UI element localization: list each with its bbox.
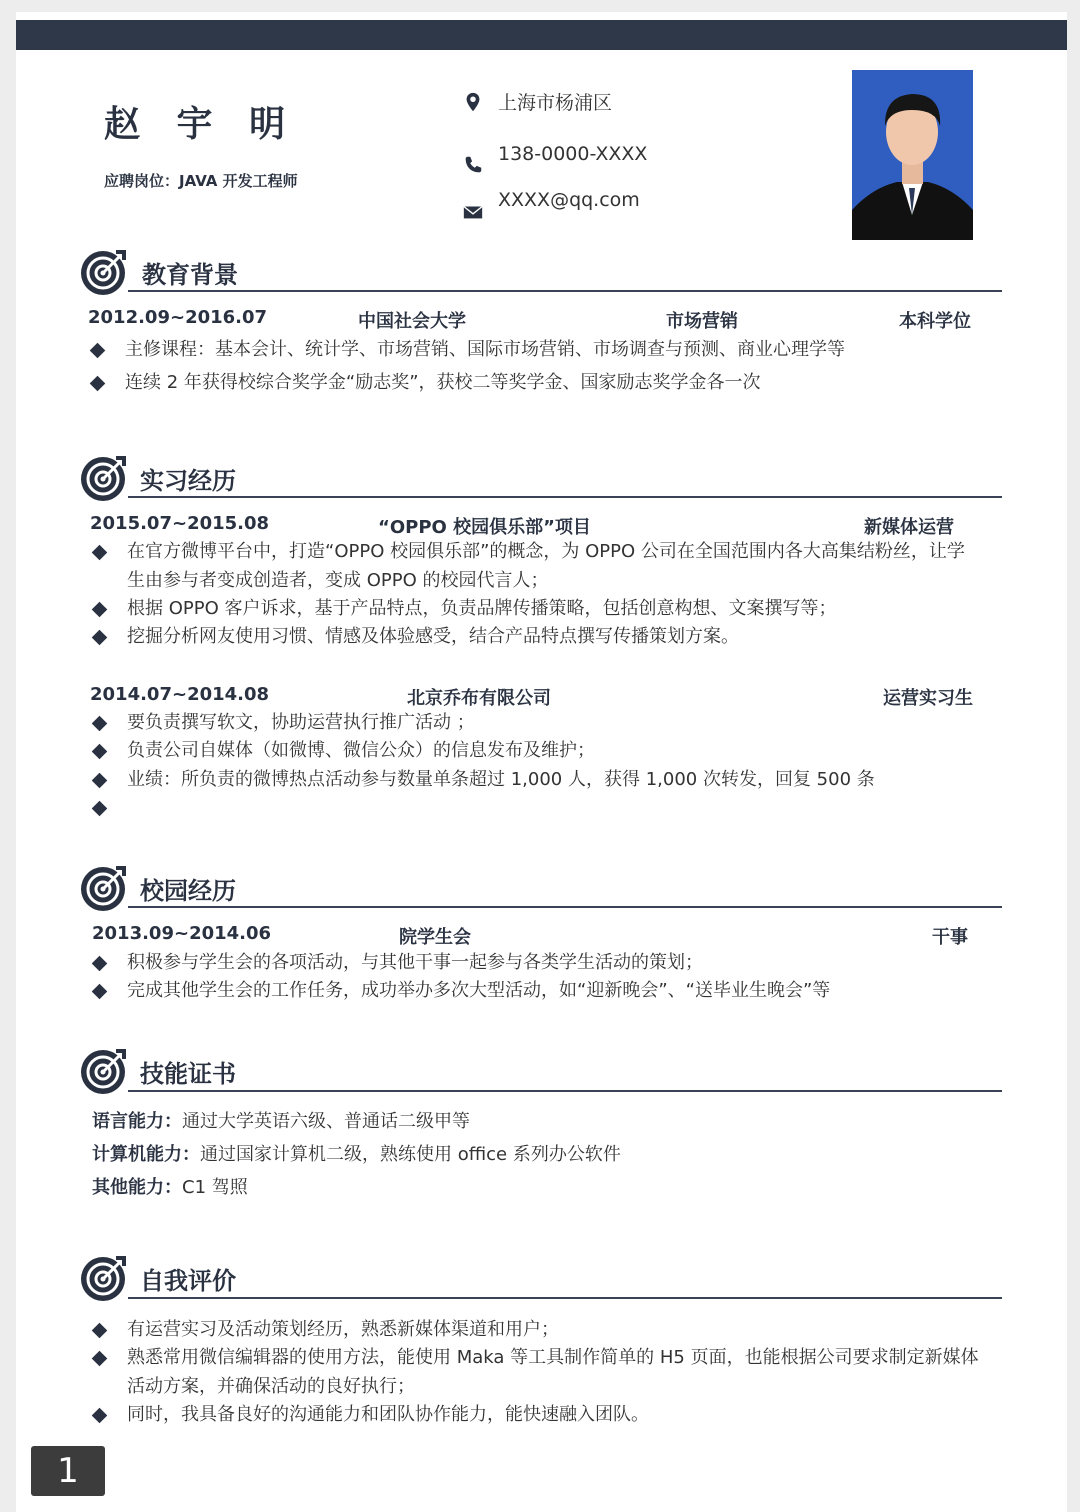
campus-divider: [128, 906, 1002, 908]
job1-bullet: 根据 OPPO 客户诉求，基于产品特点，负责品牌传播策略，包括创意构想、文案撰写等；: [127, 598, 837, 619]
internship-section-icon: [80, 454, 128, 506]
education-school: 中国社会大学: [358, 311, 466, 332]
job2-org: 北京乔布有限公司: [407, 688, 551, 709]
internship-title: 实习经历: [140, 467, 236, 495]
location-pin-icon: [462, 91, 484, 113]
skill-computer: [92, 1140, 621, 1166]
skill-label: 其他能力：: [92, 1177, 182, 1198]
job-label: 应聘岗位：: [104, 172, 180, 190]
top-bar: [16, 20, 1067, 50]
self-section-icon: [80, 1254, 128, 1306]
job2-role: 运营实习生: [883, 688, 973, 709]
education-date: 2012.09~2016.07: [88, 307, 268, 328]
education-divider: [128, 290, 1002, 292]
job1-bullet: 在官方微博平台中，打造“OPPO 校园俱乐部”的概念，为 OPPO 公司在全国范围内各大高集结粉丝，让学: [127, 541, 965, 562]
skill-value: 通过大学英语六级、普通话二级甲等: [182, 1111, 470, 1132]
campus-bullet: 积极参与学生会的各项活动，与其他干事一起参与各类学生活动的策划；: [127, 952, 703, 973]
skill-value: 通过国家计算机二级，熟练使用 office 系列办公软件: [200, 1144, 621, 1165]
envelope-icon: [462, 201, 484, 223]
skill-value: C1 驾照: [182, 1177, 248, 1198]
campus-bullet: 完成其他学生会的工作任务，成功举办多次大型活动，如“迎新晚会”、“送毕业生晚会”等: [127, 980, 831, 1001]
education-major: 市场营销: [666, 311, 738, 332]
education-degree: 本科学位: [899, 311, 971, 332]
education-bullet: 主修课程：基本会计、统计学、市场营销、国际市场营销、市场调查与预测、商业心理学等: [125, 339, 845, 360]
job1-role: 新媒体运营: [864, 517, 954, 538]
self-bullet-cont: 活动方案，并确保活动的良好执行；: [127, 1376, 415, 1397]
page-number-badge[interactable]: 1: [31, 1446, 105, 1496]
email-text: XXXX@qq.com: [498, 189, 640, 211]
profile-photo: [852, 70, 973, 240]
campus-date: 2013.09~2014.06: [92, 923, 272, 944]
contact-phone: [462, 132, 647, 176]
contact-location: [462, 88, 612, 115]
target-icon: [80, 1047, 128, 1095]
skills-title: 技能证书: [140, 1060, 236, 1088]
job-value: JAVA 开发工程师: [179, 172, 298, 190]
job2-bullet: 负责公司自媒体（如微博、微信公众）的信息发布及维护；: [127, 740, 595, 761]
target-icon: [80, 1254, 128, 1302]
candidate-name: 赵 宇 明: [104, 104, 298, 145]
job1-org: “OPPO 校园俱乐部”项目: [378, 517, 591, 538]
internship-divider: [128, 496, 1002, 498]
education-title: 教育背景: [142, 261, 238, 289]
campus-title: 校园经历: [140, 877, 236, 905]
education-bullet: 连续 2 年获得校综合奖学金“励志奖”，获校二等奖学金、国家励志奖学金各一次: [125, 372, 761, 393]
job1-bullet: 挖掘分析网友使用习惯、情感及体验感受，结合产品特点撰写传播策划方案。: [127, 626, 739, 647]
job-title: [104, 170, 298, 191]
self-bullet: 同时，我具备良好的沟通能力和团队协作能力，能快速融入团队。: [127, 1404, 649, 1425]
skill-label: 语言能力：: [92, 1111, 182, 1132]
target-icon: [80, 248, 128, 296]
skill-label: 计算机能力：: [92, 1144, 200, 1165]
location-text: 上海市杨浦区: [498, 92, 613, 114]
self-divider: [128, 1297, 1002, 1299]
education-section-icon: [80, 248, 128, 300]
self-bullet: 熟悉常用微信编辑器的使用方法，能使用 Maka 等工具制作简单的 H5 页面，也能根据公司要求制定新媒体: [127, 1347, 979, 1368]
phone-icon: [462, 154, 484, 176]
skills-section-icon: [80, 1047, 128, 1099]
job2-bullet: 业绩：所负责的微博热点活动参与数量单条超过 1,000 人，获得 1,000 次转发，回复 500 条: [127, 769, 875, 790]
campus-section-icon: [80, 864, 128, 916]
skill-language: [92, 1107, 470, 1133]
self-title: 自我评价: [140, 1267, 236, 1295]
skill-other: [92, 1173, 248, 1199]
contact-email: [462, 177, 640, 223]
campus-org: 院学生会: [399, 927, 471, 948]
self-bullet: 有运营实习及活动策划经历，熟悉新媒体渠道和用户；: [127, 1319, 559, 1340]
campus-role: 干事: [932, 927, 968, 948]
job2-bullet: 要负责撰写软文，协助运营执行推广活动 ；: [127, 712, 475, 733]
phone-text: 138-0000-XXXX: [498, 143, 648, 165]
target-icon: [80, 454, 128, 502]
job1-date: 2015.07~2015.08: [90, 513, 270, 534]
skills-divider: [128, 1090, 1002, 1092]
target-icon: [80, 864, 128, 912]
job1-bullet-cont: 生由参与者变成创造者，变成 OPPO 的校园代言人；: [127, 570, 549, 591]
job2-date: 2014.07~2014.08: [90, 684, 270, 705]
